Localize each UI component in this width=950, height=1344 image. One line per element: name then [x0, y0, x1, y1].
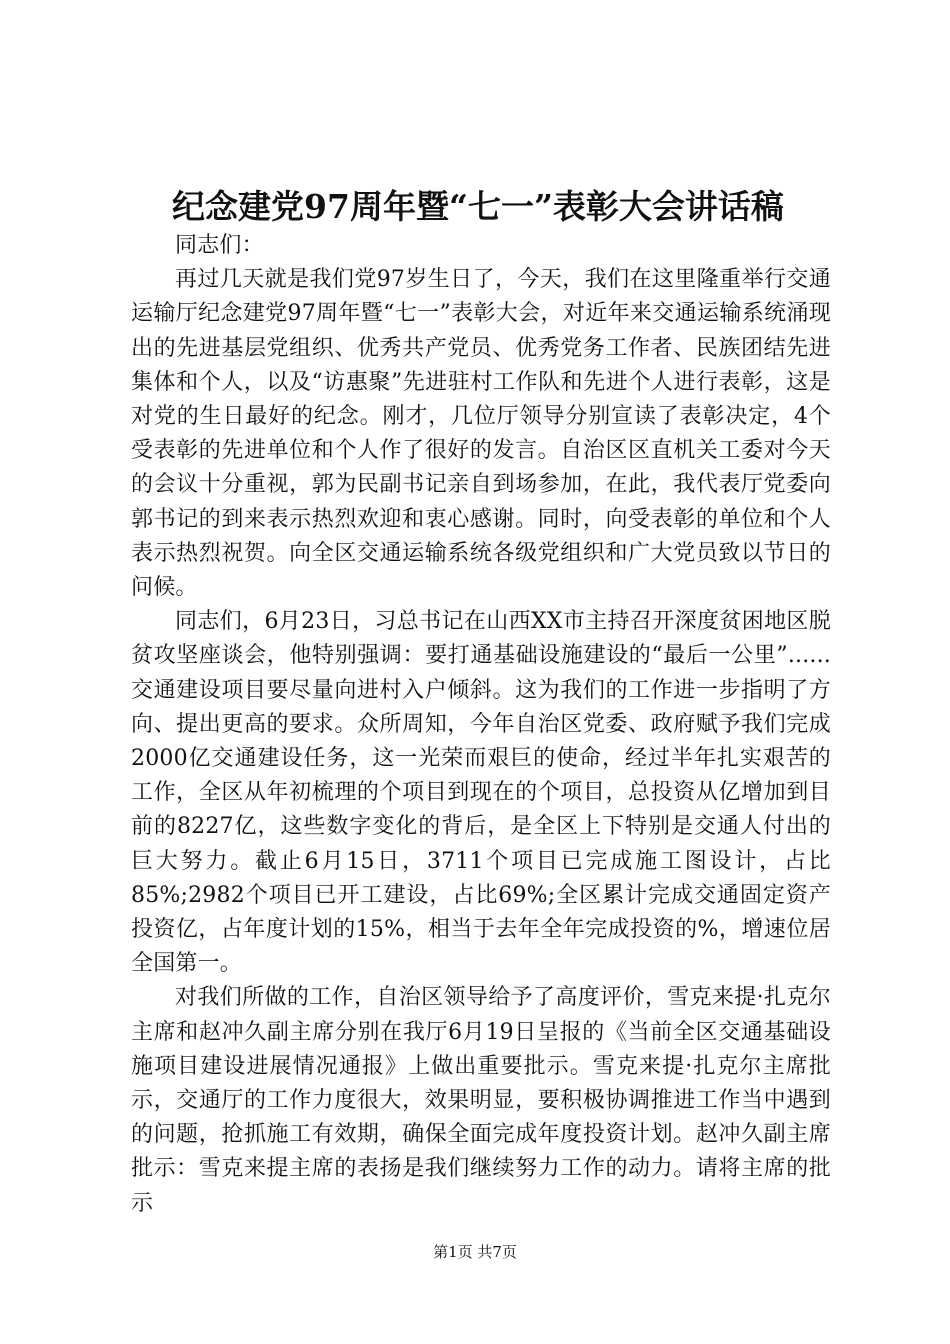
paragraph-opening: 再过几天就是我们党97岁生日了，今天，我们在这里隆重举行交通运输厅纪念建党97周年暨“七一”表彰大会，对近年来交通运输系统涌现出的先进基层党组织、优秀共产党员、优秀党务工作者、民族团结先进集体和个人，以及“访惠聚”先进驻村工作队和先进个人进行表彰，这是对党的生日最好的纪念。刚才，几位厅领导分别宣读了表彰决定，4个受表彰的先进单位和个人作了很好的发言。自治区区直机关工委对今天的会议十分重视，郭为民副书记亲自到场参加，在此，我代表厅党委向郭书记的到来表示热烈欢迎和衷心感谢。同时，向受表彰的单位和个人表示热烈祝贺。向全区交通运输系统各级党组织和广大党员致以节日的问候。 — [131, 267, 831, 601]
document-title: 纪念建党97周年暨“七一”表彰大会讲话稿 — [172, 187, 784, 226]
paragraph-progress: 同志们，6月23日，习总书记在山西XX市主持召开深度贫困地区脱贫攻坚座谈会，他特别强调：要打通基础设施建设的“最后一公里”......交通建设项目要尽量向进村入户倾斜。这为我们的工作进一步指明了方向、提出更高的要求。众所周知，今年自治区党委、政府赋予我们完成2000亿交通建设任务，这一光荣而艰巨的使命，经过半年扎实艰苦的工作，全区从年初梳理的个项目到现在的个项目，总投资从亿增加到目前的8227亿，这些数字变化的背后，是全区上下特别是交通人付出的巨大努力。截止6月15日，3711个项目已完成施工图设计，占比85%;2982个项目已开工建设，占比69%;全区累计完成交通固定资产投资亿，占年度计划的15%，相当于去年全年完成投资的%，增速位居全国第一。 — [131, 609, 831, 977]
paragraph-evaluation: 对我们所做的工作，自治区领导给予了高度评价，雪克来提·扎克尔主席和赵冲久副主席分别在我厅6月19日呈报的《当前全区交通基础设施项目建设进展情况通报》上做出重要批示。雪克来提·扎克尔主席批示，交通厅的工作力度很大，效果明显，要积极协调推进工作当中遇到的问题，抢抓施工有效期，确保全面完成年度投资计划。赵冲久副主席批示：雪克来提主席的表扬是我们继续努力工作的动力。请将主席的批示 — [131, 985, 831, 1216]
paragraph-salutation: 同志们： — [175, 233, 264, 258]
page-number-footer: 第1页 共7页 — [433, 1243, 517, 1261]
document-body — [131, 229, 831, 1221]
